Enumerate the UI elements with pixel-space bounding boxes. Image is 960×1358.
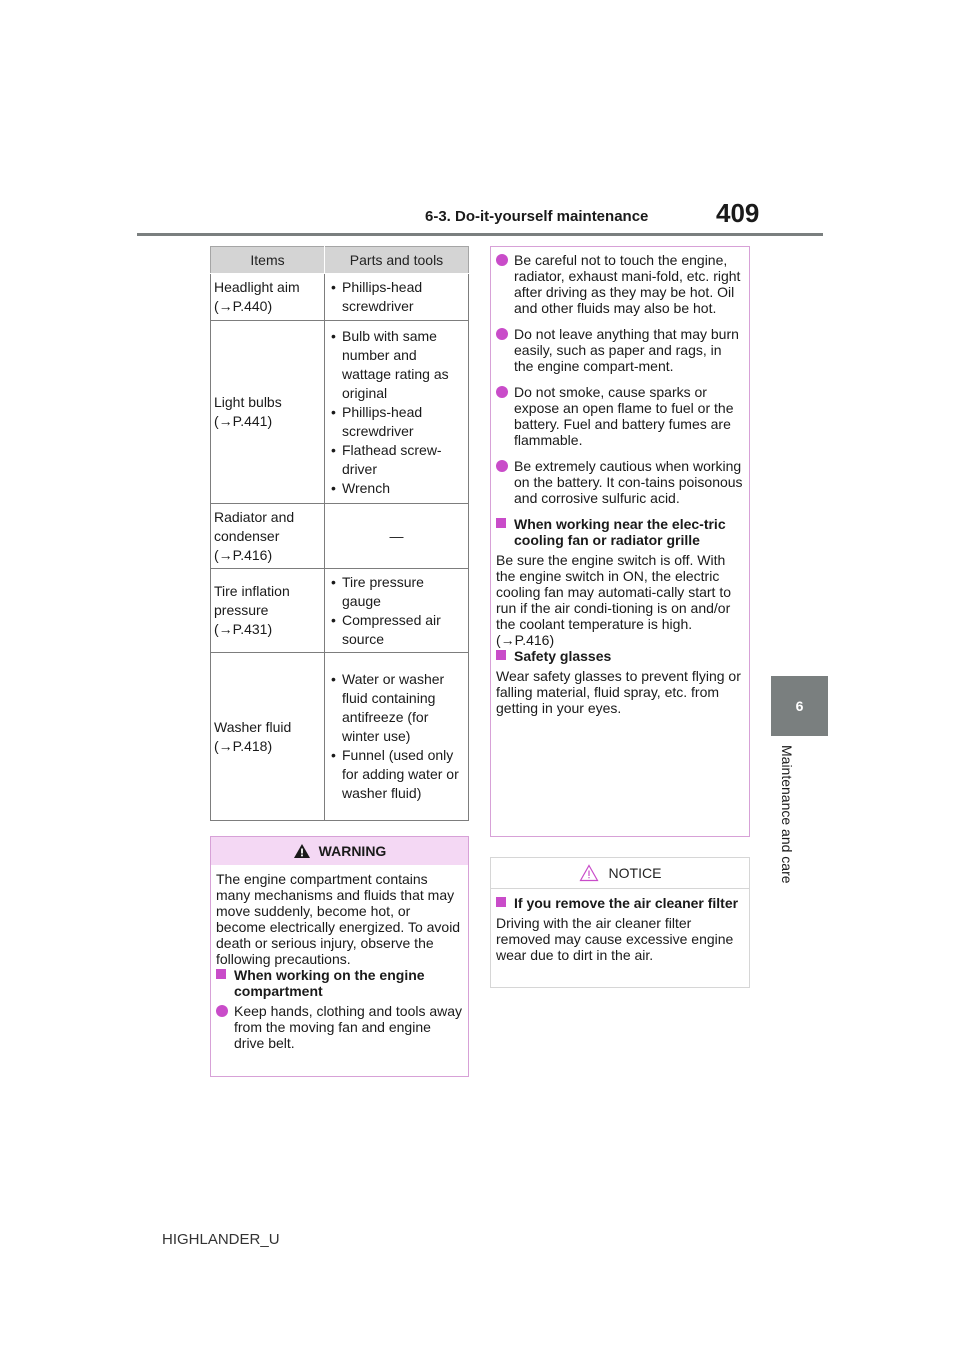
tool-item: • Water or washer fluid containing antifreeze (for winter use) — [328, 670, 465, 746]
circle-bullet-icon — [496, 460, 508, 472]
warning-body — [211, 865, 468, 1067]
warning-title: WARNING — [318, 843, 387, 859]
caution-bullet — [496, 384, 744, 448]
subheading-text: When working near the elec-tric cooling fan or radiator grille — [514, 516, 726, 548]
item-name: Tire inflation — [214, 583, 290, 599]
glasses-paragraph: Wear safety glasses to prevent flying or falling material, fluid spray, etc. from getting in your eyes. — [496, 668, 741, 716]
item-name-cont: pressure — [214, 602, 269, 618]
page-reference: (→P.416) — [214, 546, 273, 563]
bullet-text: Do not smoke, cause sparks or expose an open flame to fuel or the battery. Fuel and battery fumes are flammable. — [514, 384, 734, 448]
item-cell — [211, 653, 325, 821]
column-header-parts: Parts and tools — [325, 247, 469, 274]
warning-intro: The engine compartment contains many mechanisms and fluids that may move suddenly, become hot, or become electrically energized. To avoid death or serious injury, observe the following precautions. — [216, 871, 461, 967]
warning-box — [210, 836, 469, 1077]
item-cell — [211, 504, 325, 569]
header-divider — [137, 233, 823, 236]
page-reference: (→P.418) — [214, 737, 273, 754]
item-cell — [211, 321, 325, 504]
page-reference: (→P.441) — [214, 413, 273, 429]
table-header-row — [211, 247, 469, 274]
item-name-cont: condenser — [214, 527, 280, 544]
caution-bullet — [496, 252, 744, 316]
tool-item: • Phillips-head screwdriver — [328, 403, 465, 441]
subheading-text: When working on the engine compartment — [234, 967, 425, 999]
item-cell — [211, 569, 325, 653]
tool-item: • Phillips-head screwdriver — [328, 278, 465, 316]
parts-table — [210, 246, 469, 821]
chapter-side-label: Maintenance and care — [779, 745, 795, 884]
subheading-text: If you remove the air cleaner filter — [514, 895, 739, 911]
chapter-tab — [771, 676, 828, 736]
table-row — [211, 274, 469, 321]
caution-continuation-box — [490, 246, 750, 837]
table-row — [211, 321, 469, 504]
warning-bullet — [216, 1003, 463, 1051]
item-name: Headlight aim — [214, 279, 300, 295]
warning-triangle-icon — [293, 843, 311, 859]
fan-subheading — [496, 516, 744, 548]
page-reference: (→P.440) — [214, 298, 273, 314]
tool-item: • Bulb with same number and wattage rating as original — [328, 327, 465, 403]
circle-bullet-icon — [216, 1005, 228, 1017]
tools-cell — [325, 569, 469, 653]
tool-item: • Wrench — [328, 479, 465, 498]
section-title: 6-3. Do-it-yourself maintenance — [425, 208, 649, 225]
warning-header — [211, 837, 468, 865]
tools-cell — [325, 653, 469, 821]
caution-bullet — [496, 458, 744, 506]
square-bullet-icon — [496, 518, 506, 528]
tools-cell-empty: — — [325, 504, 469, 569]
item-name: Light bulbs — [214, 394, 282, 410]
tool-item: • Tire pressure gauge — [328, 573, 465, 611]
circle-bullet-icon — [496, 254, 508, 266]
notice-box — [490, 857, 750, 988]
tool-item: • Compressed air source — [328, 611, 465, 649]
fan-paragraph: Be sure the engine switch is off. With the engine switch in ON, the electric cooling fan may automati-cally start to run if the air condi-tioning is on and/or the coolant temperature is high. (→P.416) — [496, 552, 731, 648]
circle-bullet-icon — [496, 328, 508, 340]
warning-subheading — [216, 967, 463, 999]
square-bullet-icon — [216, 969, 226, 979]
bullet-text: Do not leave anything that may burn easily, such as paper and rags, in the engine compart-ment. — [514, 326, 739, 374]
subheading-text: Safety glasses — [514, 648, 612, 664]
page-number: 409 — [716, 198, 760, 228]
square-bullet-icon — [496, 897, 506, 907]
tools-cell — [325, 274, 469, 321]
notice-header — [491, 858, 749, 889]
item-name: Radiator and — [214, 508, 295, 525]
notice-text: Driving with the air cleaner filter removed may cause excessive engine wear due to dirt in the air. — [496, 915, 734, 963]
bullet-text: Be careful not to touch the engine, radiator, exhaust mani-fold, etc. right after driving as they may be hot. Oil and other fluids may also be hot. — [514, 252, 741, 316]
page-reference: (→P.431) — [214, 621, 273, 637]
notice-body — [491, 889, 749, 969]
tool-item: • Flathead screw-driver — [328, 441, 465, 479]
footer-model-label: HIGHLANDER_U — [162, 1231, 280, 1248]
item-name: Washer fluid — [214, 718, 292, 735]
square-bullet-icon — [496, 650, 506, 660]
notice-subheading — [496, 895, 744, 911]
table-row — [211, 569, 469, 653]
tools-cell — [325, 321, 469, 504]
table-row — [211, 504, 469, 569]
notice-title: NOTICE — [608, 865, 662, 881]
tool-item: • Funnel (used only for adding water or washer fluid) — [328, 746, 465, 803]
caution-bullet — [496, 326, 744, 374]
bullet-text: Keep hands, clothing and tools away from the moving fan and engine drive belt. — [234, 1003, 463, 1051]
table-row — [211, 653, 469, 821]
item-cell — [211, 274, 325, 321]
bullet-text: Be extremely cautious when working on the battery. It con-tains poisonous and corrosive sulfuric acid. — [514, 458, 743, 506]
notice-triangle-icon — [579, 864, 599, 882]
chapter-number: 6 — [795, 698, 804, 714]
column-header-items: Items — [211, 247, 325, 274]
circle-bullet-icon — [496, 386, 508, 398]
glasses-subheading — [496, 648, 744, 664]
